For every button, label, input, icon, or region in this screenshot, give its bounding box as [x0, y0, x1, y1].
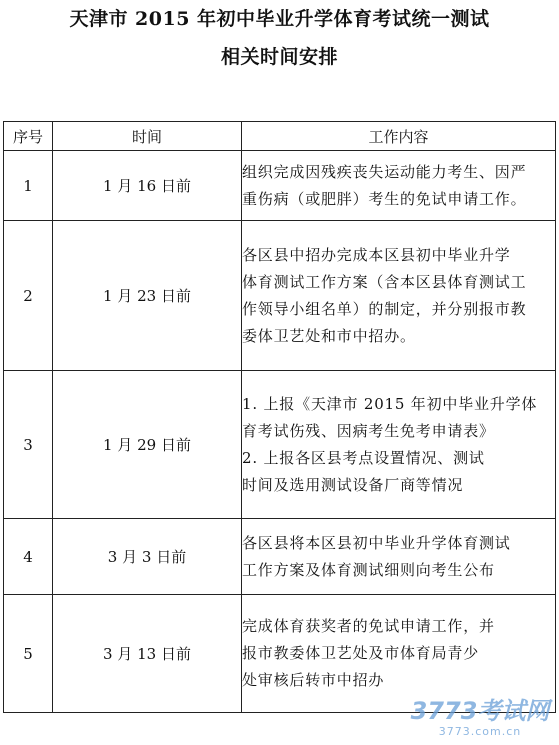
row-content — [242, 595, 556, 713]
header-index: 序号 — [4, 122, 53, 151]
row-time: 3 月 13 日前 — [53, 595, 242, 713]
row-content — [242, 221, 556, 371]
row-content — [242, 519, 556, 595]
row-time: 1 月 16 日前 — [53, 151, 242, 221]
content-line: 工作方案及体育测试细则向考生公布 — [242, 560, 495, 579]
content-line: 委体卫艺处和市中招办。 — [242, 326, 416, 345]
content-line: 报市教委体卫艺处及市体育局青少 — [242, 644, 480, 662]
content-line: 2. 上报各区县考点设置情况、测试 — [242, 448, 485, 467]
content-line: 完成体育获奖者的免试申请工作，并 — [242, 617, 495, 635]
row-time: 1 月 23 日前 — [53, 221, 242, 371]
row-index: 1 — [4, 151, 53, 221]
row-index: 3 — [4, 371, 53, 519]
content-line: 育考试伤残、因病考生免考申请表》 — [242, 421, 495, 440]
document-title: 天津市 2015 年初中毕业升学体育考试统一测试 — [69, 8, 490, 30]
content-line: 重伤病（或肥胖）考生的免试申请工作。 — [242, 189, 527, 208]
row-index: 4 — [4, 519, 53, 595]
row-content — [242, 151, 556, 221]
row-index: 2 — [4, 221, 53, 371]
watermark-logo: 3773考试网 — [410, 697, 550, 725]
table-row — [4, 519, 556, 595]
content-line: 时间及选用测试设备厂商等情况 — [242, 475, 464, 494]
row-time: 3 月 3 日前 — [53, 519, 242, 595]
content-line: 各区县将本区县初中毕业升学体育测试 — [242, 533, 511, 552]
watermark-url: 3773.com.cn — [438, 725, 522, 738]
content-line: 各区县中招办完成本区县初中毕业升学 — [242, 245, 511, 264]
row-time: 1 月 29 日前 — [53, 371, 242, 519]
table-row — [4, 595, 556, 713]
document-subtitle: 相关时间安排 — [220, 46, 338, 68]
content-line: 作领导小组名单）的制定，并分别报市教 — [242, 299, 527, 318]
header-content: 工作内容 — [242, 122, 556, 151]
content-line: 1. 上报《天津市 2015 年初中毕业升学体 — [242, 394, 538, 413]
content-line: 处审核后转市中招办 — [242, 671, 385, 689]
table-header-row — [4, 122, 556, 151]
table-row — [4, 221, 556, 371]
content-line: 体育测试工作方案（含本区县体育测试工 — [242, 272, 527, 291]
row-content — [242, 371, 556, 519]
content-line: 组织完成因残疾丧失运动能力考生、因严 — [242, 162, 527, 181]
header-time: 时间 — [53, 122, 242, 151]
row-index: 5 — [4, 595, 53, 713]
table-row — [4, 151, 556, 221]
table-row — [4, 371, 556, 519]
schedule-table — [3, 121, 556, 713]
